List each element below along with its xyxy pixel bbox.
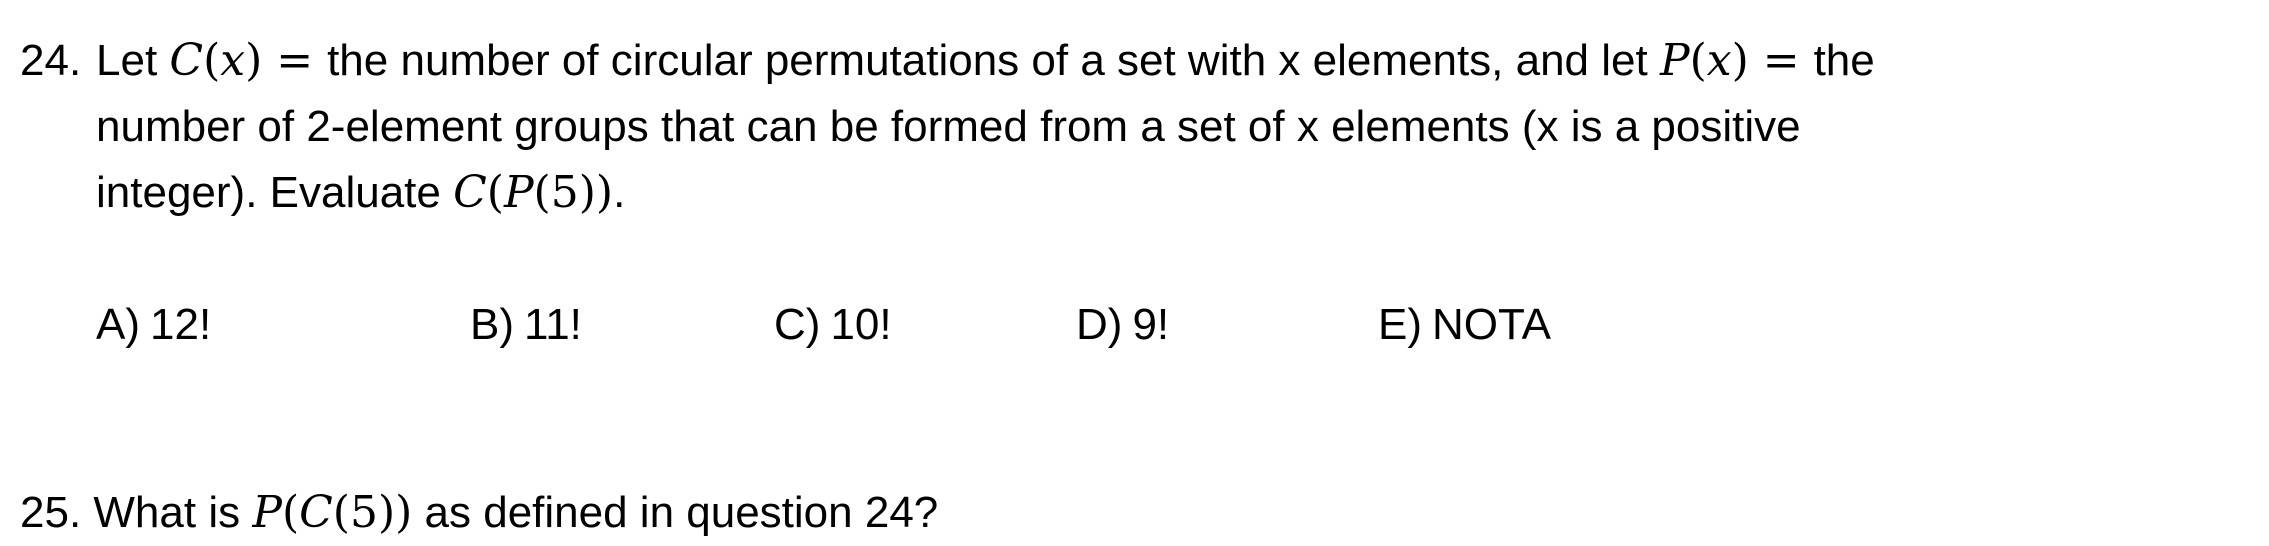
math-function-p: P <box>252 487 282 538</box>
choice-d <box>1076 292 1169 358</box>
choice-label: B) <box>470 300 514 349</box>
question-line-1 <box>96 28 1875 94</box>
question-text: integer). Evaluate <box>96 168 454 217</box>
math-paren: ( <box>486 167 504 218</box>
math-function-c: C <box>299 487 333 538</box>
choice-value: 10! <box>830 300 892 349</box>
choice-value: 9! <box>1132 300 1170 349</box>
math-variable: x <box>220 35 246 86</box>
math-paren: ( <box>281 487 300 538</box>
math-paren: ( <box>533 167 551 218</box>
question-text: Let <box>96 36 170 85</box>
question-line-2: number of 2-element groups that can be formed from a set of x elements (x is a positive <box>96 102 1801 151</box>
choice-label: A) <box>96 300 140 349</box>
question-text: the number of circular permutations of a set with x elements, and let <box>327 36 1660 85</box>
choice-label: C) <box>774 300 821 349</box>
question-text: What is <box>93 488 253 537</box>
math-paren: ) <box>245 35 263 86</box>
choice-e <box>1378 292 1551 358</box>
choice-value: 11! <box>524 300 582 349</box>
choice-c <box>774 292 892 358</box>
math-paren: ( <box>332 487 350 538</box>
choice-a <box>96 292 211 358</box>
math-equals: = <box>1748 35 1814 86</box>
math-function-c: C <box>169 35 204 86</box>
next-question-partial <box>20 480 938 546</box>
math-function-c: C <box>453 167 487 218</box>
math-function-p: P <box>503 167 534 218</box>
question-text: . <box>613 168 626 217</box>
question-number: 25. <box>20 488 82 537</box>
math-equals: = <box>262 35 328 86</box>
math-paren: ( <box>1689 35 1707 86</box>
question-line-3 <box>96 160 625 226</box>
math-number: 5 <box>349 487 378 538</box>
question-text: the <box>1813 36 1875 85</box>
math-paren: ( <box>203 35 221 86</box>
math-paren: )) <box>578 167 614 218</box>
math-number: 5 <box>550 167 579 218</box>
choice-value: 12! <box>150 300 212 349</box>
question-text: as defined in question 24? <box>412 488 939 537</box>
choice-value: NOTA <box>1432 300 1551 349</box>
choice-label: D) <box>1076 300 1123 349</box>
math-variable: x <box>1706 35 1732 86</box>
math-paren: ) <box>1731 35 1749 86</box>
math-paren: )) <box>377 487 413 538</box>
question-number: 24. <box>20 36 82 85</box>
math-function-p: P <box>1659 35 1690 86</box>
choice-b <box>470 292 582 358</box>
choice-label: E) <box>1378 300 1422 349</box>
